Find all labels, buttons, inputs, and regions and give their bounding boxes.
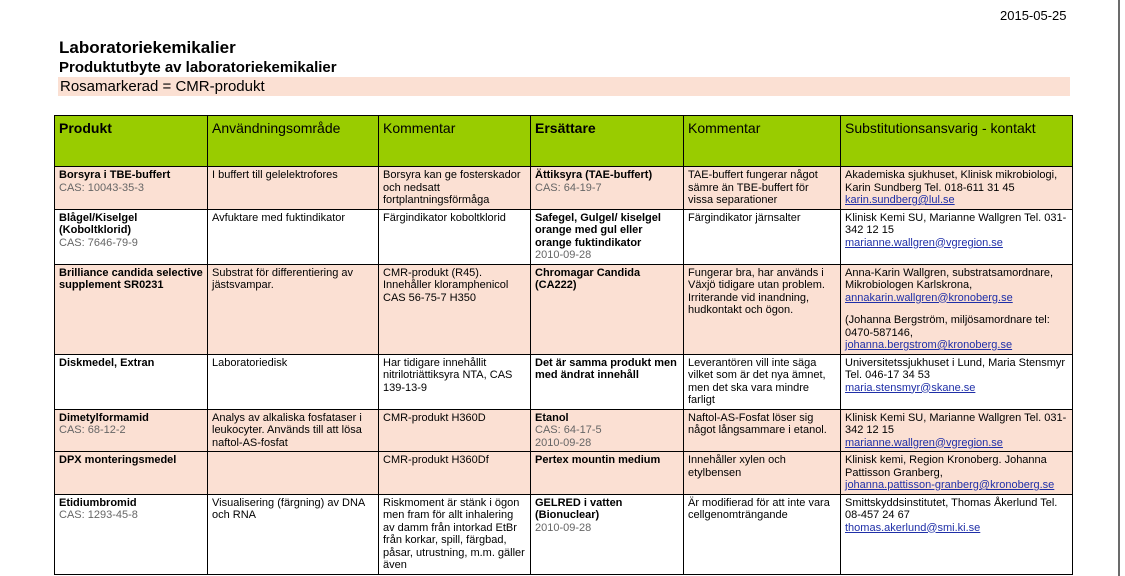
cell-product [55, 167, 208, 210]
cell-contact [841, 354, 1073, 409]
cell-contact [841, 452, 1073, 495]
header-ersattare: Ersättare [531, 116, 684, 167]
cell-comment-2: Naftol-AS-Fosfat löser sig något långsammare i etanol. [684, 409, 841, 452]
table-row [55, 409, 1073, 452]
contact-email-link[interactable]: marianne.wallgren@vgregion.se [845, 236, 1003, 249]
replacement-cas: CAS: 64-19-7 [535, 181, 602, 194]
cell-use: Laboratoriedisk [208, 354, 379, 409]
document-date: 2015-05-25 [1000, 8, 1067, 23]
header-kontakt: Substitutionsansvarig - kontakt [841, 116, 1073, 167]
table-row [55, 264, 1073, 354]
contact-text-2: (Johanna Bergström, miljösamordnare tel: 0470-587146, [845, 314, 1050, 339]
document-title: Laboratoriekemikalier [59, 38, 236, 57]
product-name: Blågel/Kiselgel (Koboltklorid) [59, 211, 138, 236]
table-row [55, 494, 1073, 574]
cell-comment: CMR-produkt H360Df [379, 452, 531, 495]
contact-email-link[interactable]: marianne.wallgren@vgregion.se [845, 436, 1003, 449]
contact-text: Anna-Karin Wallgren, substratsamordnare, Mikrobiologen Karlskrona, [845, 266, 1054, 291]
product-cas: CAS: 10043-35-3 [59, 181, 144, 194]
cell-comment: Färgindikator koboltklorid [379, 209, 531, 264]
product-cas: CAS: 68-12-2 [59, 424, 126, 436]
header-produkt: Produkt [55, 116, 208, 167]
cell-comment-2: Leverantören vill inte säga vilket som är det nya ämnet, men det ska vara mindre farligt [684, 354, 841, 409]
cell-use [208, 452, 379, 495]
contact-email-link[interactable]: annakarin.wallgren@kronoberg.se [845, 291, 1013, 304]
header-anvandningsomrade: Användningsområde [208, 116, 379, 167]
contact-text: Akademiska sjukhuset, Klinisk mikrobiologi, Karin Sundberg Tel. 018-611 31 45 [845, 169, 1058, 194]
cell-comment: CMR-produkt (R45). Innehåller kloramphenicol CAS 56-75-7 H350 [379, 264, 531, 354]
contact-text: Universitetssjukhuset i Lund, Maria Stensmyr Tel. 046-17 34 53 [845, 356, 1066, 381]
replacement-name: Ättiksyra (TAE-buffert) [535, 169, 653, 181]
replacement-date: 2010-09-28 [535, 249, 592, 261]
cell-comment-2: Färgindikator järnsalter [684, 209, 841, 264]
replacement-name: GELRED i vatten (Bionuclear) [535, 496, 623, 521]
cell-replacement [531, 409, 684, 452]
header-kommentar-2: Kommentar [684, 116, 841, 167]
cell-replacement [531, 209, 684, 264]
contact-email-link[interactable]: maria.stensmyr@skane.se [845, 381, 976, 394]
cell-replacement [531, 452, 684, 495]
cell-product [55, 264, 208, 354]
table-header-row [55, 116, 1073, 167]
table-row [55, 452, 1073, 495]
replacement-name: Pertex mountin medium [535, 454, 661, 466]
product-name: Etidiumbromid [59, 496, 137, 509]
cell-product [55, 494, 208, 574]
cell-comment: CMR-produkt H360D [379, 409, 531, 452]
cell-contact [841, 409, 1073, 452]
cell-contact [841, 167, 1073, 210]
product-cas: CAS: 1293-45-8 [59, 509, 138, 521]
cell-replacement [531, 264, 684, 354]
contact-text: Klinisk Kemi SU, Marianne Wallgren Tel. 031-342 12 15 [845, 411, 1067, 436]
table-row [55, 209, 1073, 264]
contact-email-link[interactable]: thomas.akerlund@smi.ki.se [845, 521, 981, 534]
contact-email-link[interactable]: johanna.pattisson-granberg@kronoberg.se [845, 479, 1055, 491]
cell-product [55, 409, 208, 452]
cell-product [55, 452, 208, 495]
cell-contact [841, 209, 1073, 264]
cell-comment: Har tidigare innehållit nitrilotriättiksyra NTA, CAS 139-13-9 [379, 354, 531, 409]
replacement-date: 2010-09-28 [535, 521, 592, 534]
cell-comment: Borsyra kan ge fosterskador och nedsatt fortplantningsförmåga [379, 167, 531, 210]
cell-comment-2: Är modifierad för att inte vara cellgenomträngande [684, 494, 841, 574]
cmr-legend: Rosamarkerad = CMR-produkt [58, 77, 1070, 96]
table-row [55, 354, 1073, 409]
contact-email-link-2[interactable]: johanna.bergstrom@kronoberg.se [845, 339, 1013, 351]
contact-spacer [845, 304, 1068, 314]
replacement-name: Safegel, Gulgel/ kiselgel orange med gul eller orange fuktindikator [535, 211, 661, 249]
cell-use: Avfuktare med fuktindikator [208, 209, 379, 264]
page-edge [1118, 0, 1120, 576]
cell-comment: Riskmoment är stänk i ögon men fram för allt inhalering av damm från intorkad EtBr från korkar, spill, färgbad, påsar, utrustning, m.m. gäller även [379, 494, 531, 574]
cell-comment-2: Innehåller xylen och etylbensen [684, 452, 841, 495]
contact-text: Klinisk kemi, Region Kronoberg. Johanna Pattisson Granberg, [845, 454, 1047, 479]
chemicals-table [54, 115, 1073, 575]
replacement-name: Etanol [535, 411, 569, 424]
cell-product [55, 354, 208, 409]
contact-text: Klinisk Kemi SU, Marianne Wallgren Tel. 031-342 12 15 [845, 211, 1067, 236]
cell-replacement [531, 167, 684, 210]
cell-use: I buffert till gelelektrofores [208, 167, 379, 210]
product-cas: CAS: 7646-79-9 [59, 236, 138, 249]
cell-replacement [531, 494, 684, 574]
cell-use: Substrat för differentiering av jästsvampar. [208, 264, 379, 354]
cell-use: Analys av alkaliska fosfataser i leukocyter. Används till att lösa naftol-AS-fosfat [208, 409, 379, 452]
document-subtitle: Produktutbyte av laboratoriekemikalier [59, 59, 337, 76]
cell-contact [841, 494, 1073, 574]
product-name: Borsyra i TBE-buffert [59, 169, 171, 181]
replacement-name: Chromagar Candida (CA222) [535, 266, 641, 291]
product-name: Dimetylformamid [59, 411, 149, 424]
replacement-name: Det är samma produkt men med ändrat innehåll [535, 356, 677, 381]
cell-product [55, 209, 208, 264]
contact-email-link[interactable]: karin.sundberg@lul.se [845, 194, 955, 206]
cell-comment-2: Fungerar bra, har används i Växjö tidigare utan problem. Irriterande vid inandning, hudkontakt och ögon. [684, 264, 841, 354]
product-name: DPX monteringsmedel [59, 454, 177, 466]
product-name: Brilliance candida selective supplement SR0231 [59, 266, 203, 291]
replacement-cas: CAS: 64-17-5 [535, 424, 602, 436]
cell-replacement [531, 354, 684, 409]
cell-contact [841, 264, 1073, 354]
cell-use: Visualisering (färgning) av DNA och RNA [208, 494, 379, 574]
replacement-date: 2010-09-28 [535, 436, 592, 449]
product-name: Diskmedel, Extran [59, 356, 155, 369]
table-row [55, 167, 1073, 210]
header-kommentar: Kommentar [379, 116, 531, 167]
cell-comment-2: TAE-buffert fungerar något sämre än TBE-buffert för vissa separationer [684, 167, 841, 210]
contact-text: Smittskyddsinstitutet, Thomas Åkerlund Tel. 08-457 24 67 [845, 496, 1058, 521]
